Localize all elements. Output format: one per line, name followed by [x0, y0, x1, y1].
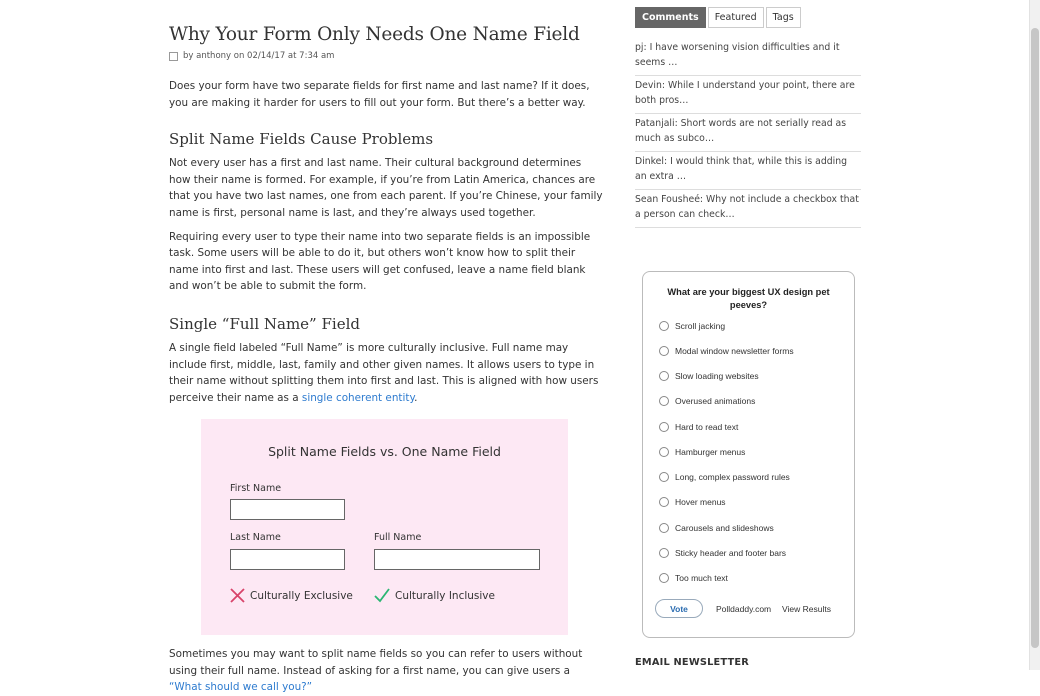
article	[169, 24, 604, 406]
poll-option-label: Sticky header and footer bars	[675, 548, 787, 558]
comment-list	[635, 38, 861, 228]
single-coherent-entity-link[interactable]: single coherent entity	[301, 391, 415, 404]
poll-option[interactable]	[659, 371, 759, 381]
poll-option-label: Slow loading websites	[675, 371, 759, 381]
poll-option[interactable]	[659, 447, 745, 457]
poll-option[interactable]	[659, 346, 794, 356]
author-icon	[169, 52, 178, 61]
full-name-field	[374, 549, 540, 570]
poll-option[interactable]	[659, 548, 786, 558]
scrollbar[interactable]	[1029, 0, 1040, 670]
poll-option[interactable]	[659, 422, 738, 432]
paragraph-1: Not every user has a first and last name. Their cultural background determines how their name is formed. For example, if you’re from Latin America, chances are that you have two last names, one from each parent. If you’re Chinese, your family name is first, personal name is last, and they’re always used together.	[169, 157, 603, 219]
poll-option-label: Too much text	[675, 573, 728, 583]
radio-button[interactable]	[659, 573, 669, 583]
tab-tags[interactable]: Tags	[766, 7, 801, 28]
radio-button[interactable]	[659, 523, 669, 533]
poll-option-label: Carousels and slideshows	[675, 523, 774, 533]
culturally-inclusive-mark	[373, 587, 495, 604]
vote-button[interactable]: Vote	[655, 599, 703, 618]
tab-featured[interactable]: Featured	[708, 7, 764, 28]
poll-option[interactable]	[659, 472, 790, 482]
poll-option-label: Hover menus	[675, 497, 726, 507]
culturally-exclusive-mark	[229, 587, 353, 604]
full-name-label: Full Name	[374, 532, 422, 543]
figure-title: Split Name Fields vs. One Name Field	[268, 444, 501, 459]
byline-text: by anthony on 02/14/17 at 7:34 am	[183, 51, 335, 61]
poll-option-label: Hamburger menus	[675, 447, 746, 457]
poll-option[interactable]	[659, 396, 755, 406]
poll-option-label: Long, complex password rules	[675, 472, 790, 482]
checkmark-icon	[373, 587, 391, 604]
radio-button[interactable]	[659, 422, 669, 432]
poll-question: What are your biggest UX design pet peeves?	[667, 287, 830, 310]
section-heading-full-name: Single “Full Name” Field	[169, 314, 360, 333]
poll-option[interactable]	[659, 321, 725, 331]
byline	[169, 51, 604, 61]
radio-button[interactable]	[659, 321, 669, 331]
first-name-label: First Name	[230, 483, 282, 494]
poll-option-label: Hard to read text	[675, 422, 739, 432]
poll-option-label: Scroll jacking	[675, 321, 726, 331]
paragraph-4-text: Sometimes you may want to split name fields so you can refer to users without using their full name. Instead of asking for a first name, you can give users a	[169, 648, 583, 677]
radio-button[interactable]	[659, 548, 669, 558]
paragraph-3	[169, 340, 604, 406]
last-name-field	[230, 549, 345, 570]
radio-button[interactable]	[659, 447, 669, 457]
what-should-we-call-you-link[interactable]: “What should we call you?”	[169, 681, 313, 694]
last-name-label: Last Name	[230, 532, 281, 543]
radio-button[interactable]	[659, 497, 669, 507]
name-fields-figure	[201, 419, 568, 635]
paragraph-3-text: A single field labeled “Full Name” is more culturally inclusive. Full name may include first, middle, last, family and other given names. It allows users to type in their name without splitting them into first and last. This is aligned with how users perceive their name as a	[169, 341, 599, 404]
article-title: Why Your Form Only Needs One Name Field	[169, 24, 580, 45]
culturally-inclusive-label: Culturally Inclusive	[395, 589, 495, 602]
poll-option-label: Modal window newsletter forms	[675, 346, 794, 356]
comment-item[interactable]: Devin: While I understand your point, there are both pros…	[635, 76, 861, 114]
poll-option[interactable]	[659, 497, 726, 507]
comment-item[interactable]: Sean Fousheé: Why not include a checkbox that a person can check…	[635, 190, 861, 228]
radio-button[interactable]	[659, 396, 669, 406]
radio-button[interactable]	[659, 346, 669, 356]
polldaddy-link[interactable]: Polldaddy.com	[716, 604, 772, 614]
first-name-field	[230, 499, 345, 520]
cross-icon	[229, 587, 246, 604]
poll-option[interactable]	[659, 573, 728, 583]
scrollbar-thumb[interactable]	[1031, 28, 1039, 648]
radio-button[interactable]	[659, 371, 669, 381]
poll-widget	[642, 271, 855, 638]
sidebar-tabs	[635, 7, 803, 28]
poll-option[interactable]	[659, 523, 774, 533]
tab-comments[interactable]: Comments	[635, 7, 706, 28]
view-results-link[interactable]: View Results	[782, 604, 831, 614]
section-heading-split-name: Split Name Fields Cause Problems	[169, 130, 434, 149]
paragraph-3-end: .	[414, 391, 418, 404]
comment-item[interactable]: Patanjali: Short words are not serially read as much as subco…	[635, 114, 861, 152]
comment-item[interactable]: pj: I have worsening vision difficulties and it seems …	[635, 38, 861, 76]
radio-button[interactable]	[659, 472, 669, 482]
culturally-exclusive-label: Culturally Exclusive	[250, 589, 353, 602]
comment-item[interactable]: Dinkel: I would think that, while this is adding an extra …	[635, 152, 861, 190]
poll-option-label: Overused animations	[675, 396, 756, 406]
paragraph-4	[169, 646, 604, 696]
paragraph-2: Requiring every user to type their name into two separate fields is an impossible task. Some users will be able to do it, but others won’t know how to split their name into first and last. These users will get confused, leave a name field blank and won’t be able to submit the form.	[169, 230, 591, 293]
email-newsletter-heading: EMAIL NEWSLETTER	[635, 657, 750, 668]
intro-paragraph: Does your form have two separate fields for first name and last name? If it does, you are making it harder for users to fill out your form. But there’s a better way.	[169, 80, 590, 109]
